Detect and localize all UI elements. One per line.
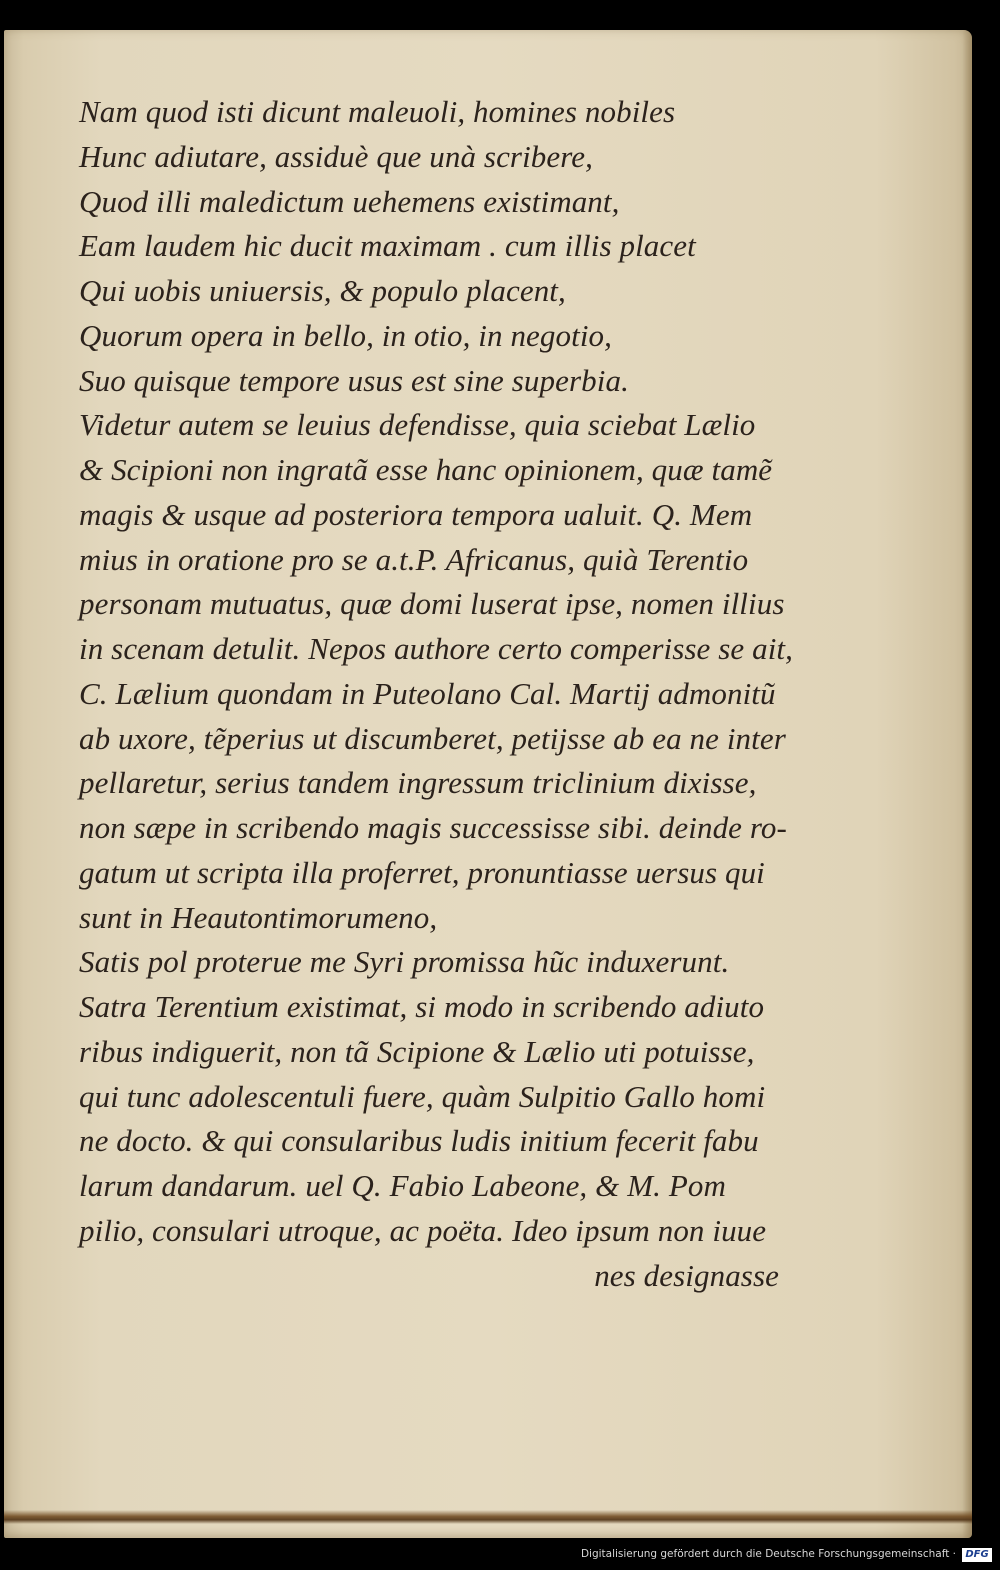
text-line: pellaretur, serius tandem ingressum triclinium dixisse, <box>79 765 757 801</box>
text-line: in scenam detulit. Nepos authore certo comperisse se ait, <box>79 631 793 666</box>
text-line: ne docto. & qui consularibus ludis initium fecerit fabu <box>79 1123 759 1159</box>
text-line: sunt in Heautontimorumeno, <box>79 899 438 935</box>
text-line: magis & usque ad posteriora tempora ualuit. Q. Mem <box>79 496 753 532</box>
dfg-logo-icon: DFG <box>962 1548 992 1562</box>
text-line: gatum ut scripta illa proferret, pronuntiasse uersus qui <box>79 854 765 890</box>
text-line: Satis pol proterue me Syri promissa hũc induxerunt. <box>79 944 730 980</box>
text-line: non sæpe in scribendo magis successisse sibi. deinde ro- <box>79 810 787 845</box>
text-line: mius in oratione pro se a.t.P. Africanus, quià Terentio <box>79 541 749 577</box>
book-page <box>4 30 972 1538</box>
text-line: personam mutuatus, quæ domi luserat ipse, nomen illius <box>79 586 785 622</box>
page-bottom-edge <box>4 1510 972 1524</box>
funding-notice: Digitalisierung gefördert durch die Deutsche Forschungsgemeinschaft · <box>580 1548 956 1560</box>
catchword: nes designasse <box>594 1257 779 1293</box>
text-line: Eam laudem hic ducit maximam . cum illis placet <box>79 228 696 264</box>
text-line: pilio, consulari utroque, ac poëta. Ideo ipsum non iuue <box>79 1212 767 1248</box>
text-line: Quod illi maledictum uehemens existimant, <box>79 183 620 219</box>
text-line: Satra Terentium existimat, si modo in scribendo adiuto <box>79 989 765 1024</box>
text-line: Nam quod isti dicunt maleuoli, homines nobiles <box>79 94 676 129</box>
text-line: Qui uobis uniuersis, & populo placent, <box>79 273 566 308</box>
text-line: Suo quisque tempore usus est sine superbia. <box>79 362 629 398</box>
text-line: Hunc adiutare, assiduè que unà scribere, <box>79 138 593 174</box>
text-line: Videtur autem se leuius defendisse, quia sciebat Lælio <box>79 407 756 443</box>
page-text-block <box>79 90 799 1298</box>
text-line: & Scipioni non ingratã esse hanc opinionem, quæ tamẽ <box>79 452 773 487</box>
text-line: ribus indiguerit, non tã Scipione & Lælio uti potuisse, <box>79 1033 755 1069</box>
text-line: C. Lælium quondam in Puteolano Cal. Martij admonitũ <box>79 675 776 711</box>
text-line: Quorum opera in bello, in otio, in negotio, <box>79 317 612 353</box>
text-line: qui tunc adolescentuli fuere, quàm Sulpitio Gallo homi <box>79 1078 766 1114</box>
footer-bar <box>0 1538 1000 1570</box>
text-line: ab uxore, tẽperius ut discumberet, petijsse ab ea ne inter <box>79 720 786 756</box>
text-line: larum dandarum. uel Q. Fabio Labeone, & M. Pom <box>79 1168 726 1203</box>
